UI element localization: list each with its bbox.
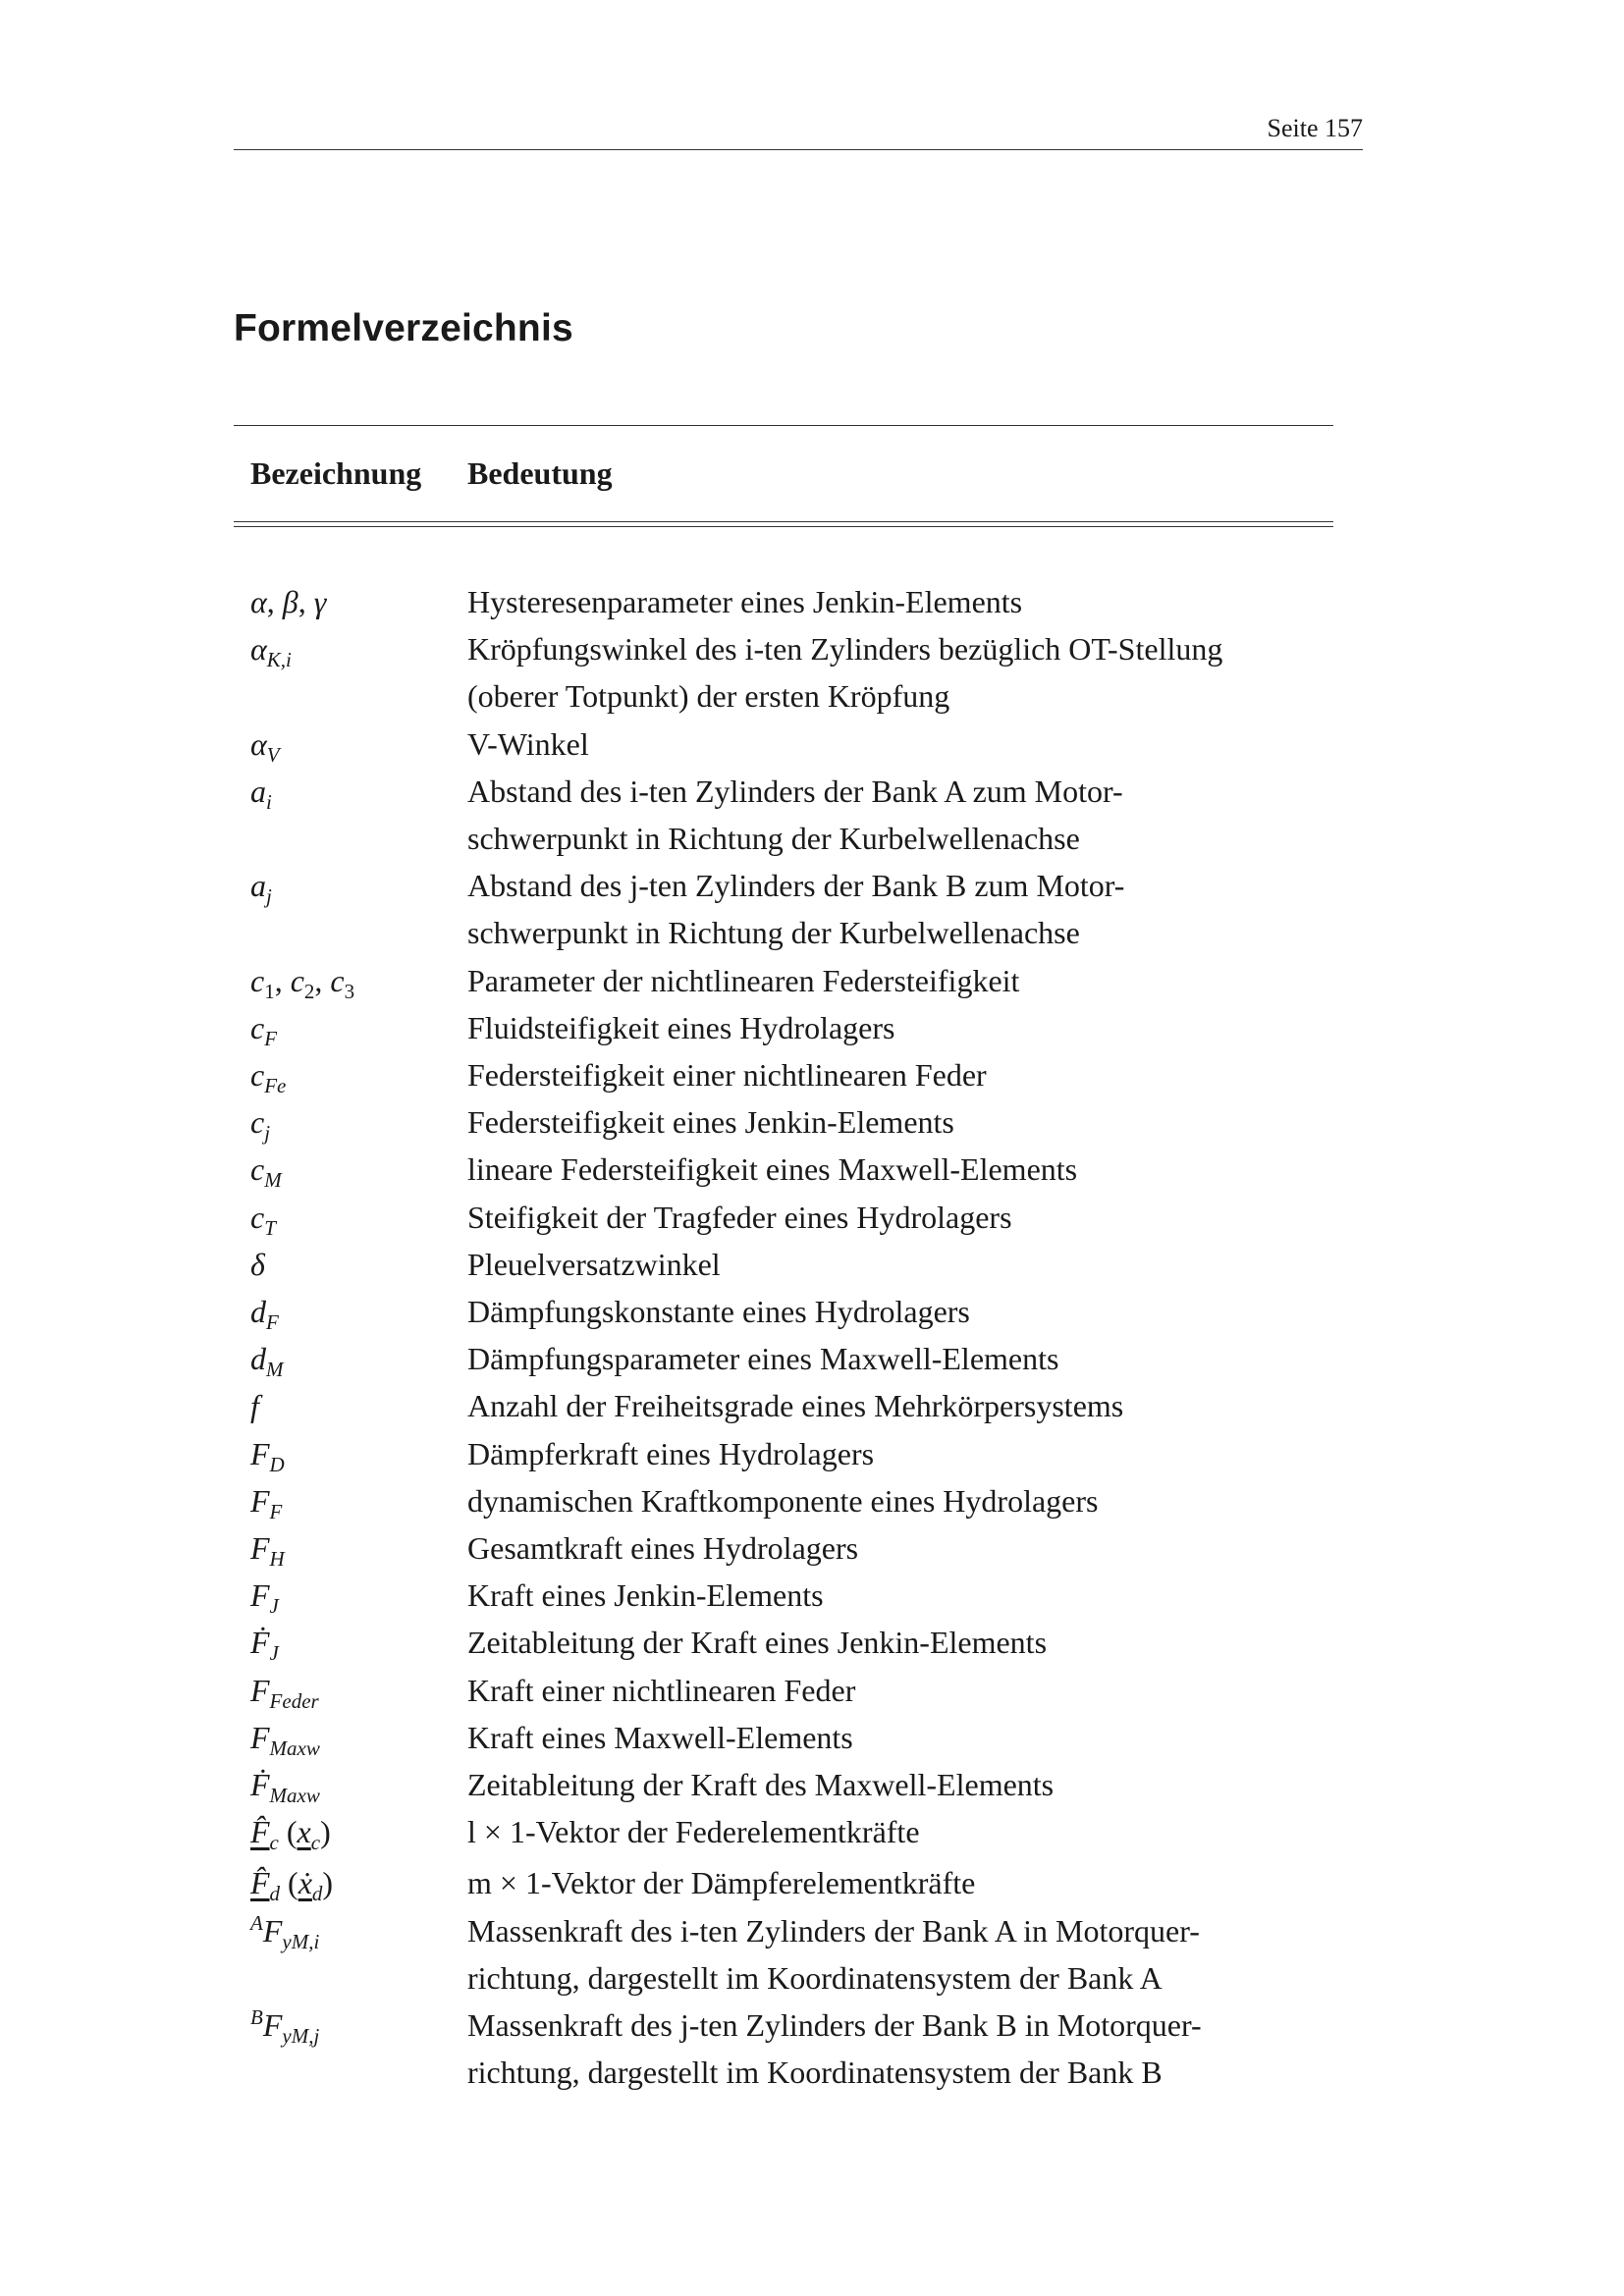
symbol: $F̂_d$ (ẋ$_d$) <box>250 1865 334 1906</box>
symbol-table-header <box>234 425 1333 527</box>
meaning: Gesamtkraft eines Hydrolagers <box>467 1530 859 1567</box>
symbol: $c_T$ <box>250 1199 276 1240</box>
symbol-table-body <box>234 578 1333 2097</box>
meaning: Dämpfungsparameter eines Maxwell-Elements <box>467 1341 1059 1377</box>
table-row <box>234 721 1333 768</box>
table-row <box>234 1667 1333 1714</box>
meaning: dynamischen Kraftkomponente eines Hydrolagers <box>467 1482 1099 1519</box>
table-row <box>234 1524 1333 1572</box>
table-row <box>234 1146 1333 1193</box>
table-row <box>234 1859 1333 1906</box>
header-double-rule <box>234 521 1333 527</box>
meaning: Steifigkeit der Tragfeder eines Hydrolagers <box>467 1199 1012 1235</box>
meaning: Anzahl der Freiheitsgrade eines Mehrkörpersystems <box>467 1388 1124 1424</box>
table-row <box>234 1241 1333 1288</box>
meaning: Kraft eines Maxwell-Elements <box>467 1719 853 1755</box>
table-row <box>234 1761 1333 1808</box>
meaning: Hysteresenparameter eines Jenkin-Elements <box>467 584 1023 619</box>
table-row <box>234 768 1333 862</box>
symbol: $c_1$, $c_2$, $c_3$ <box>250 962 355 1003</box>
table-row <box>234 1335 1333 1382</box>
meaning: Pleuelversatzwinkel <box>467 1246 721 1282</box>
meaning: Kröpfungswinkel des i-ten Zylinders bezüglich OT-Stellung (oberer Totpunkt) der ersten Kröpfung <box>467 631 1223 715</box>
meaning: Massenkraft des i-ten Zylinders der Bank A in Motorquer- richtung, dargestellt im Koordinatensystem der Bank A <box>467 1912 1200 1996</box>
symbol: $^AF_{yM,i}$ <box>250 1910 320 1953</box>
symbol: $a_i$ <box>250 773 272 814</box>
symbol: $F_{Feder}$ <box>250 1672 319 1713</box>
meaning: Massenkraft des j-ten Zylinders der Bank B in Motorquer- richtung, dargestellt im Koordinatensystem der Bank B <box>467 2007 1202 2091</box>
meaning: lineare Federsteifigkeit eines Maxwell-Elements <box>467 1151 1078 1188</box>
symbol: $^BF_{yM,j}$ <box>250 2005 320 2049</box>
symbol: $\alpha_{K,i}$ <box>250 631 292 672</box>
symbol: $F_F$ <box>250 1482 283 1523</box>
page-title: Formelverzeichnis <box>234 307 573 349</box>
table-row <box>234 1288 1333 1335</box>
column-header-meaning: Bedeutung <box>467 455 613 491</box>
symbol: $c_j$ <box>250 1104 271 1146</box>
meaning: Parameter der nichtlinearen Federsteifigkeit <box>467 962 1020 998</box>
symbol: $F_H$ <box>250 1530 285 1572</box>
meaning: V-Winkel <box>467 725 589 762</box>
meaning: l × 1-Vektor der Federelementkräfte <box>467 1814 920 1850</box>
symbol: $c_{Fe}$ <box>250 1057 287 1098</box>
symbol: $F̂_c$ $(x_c)$ <box>250 1814 331 1855</box>
table-row <box>234 1430 1333 1477</box>
table-row <box>234 1051 1333 1098</box>
symbol: f <box>250 1388 259 1424</box>
table-row <box>234 1098 1333 1146</box>
table-row <box>234 1619 1333 1666</box>
meaning: m × 1-Vektor der Dämpferelementkräfte <box>467 1865 976 1901</box>
symbol: α, β, γ <box>250 584 327 619</box>
table-row <box>234 1572 1333 1619</box>
meaning: Fluidsteifigkeit eines Hydrolagers <box>467 1009 895 1045</box>
meaning: Dämpfungskonstante eines Hydrolagers <box>467 1294 970 1330</box>
meaning: Kraft eines Jenkin-Elements <box>467 1577 824 1614</box>
table-row <box>234 1714 1333 1761</box>
symbol: $F_D$ <box>250 1435 285 1476</box>
table-row <box>234 1194 1333 1241</box>
symbol: $a_j$ <box>250 868 272 909</box>
meaning: Federsteifigkeit eines Jenkin-Elements <box>467 1104 954 1141</box>
symbol: Ḟ$_J$ <box>250 1625 279 1666</box>
meaning: Abstand des j-ten Zylinders der Bank B zum Motor- schwerpunkt in Richtung der Kurbelwellenachse <box>467 868 1125 951</box>
meaning: Federsteifigkeit einer nichtlinearen Feder <box>467 1057 987 1094</box>
table-row <box>234 1907 1333 2002</box>
symbol: $F_J$ <box>250 1577 279 1619</box>
meaning: Abstand des i-ten Zylinders der Bank A zum Motor- schwerpunkt in Richtung der Kurbelwellenachse <box>467 773 1123 857</box>
table-row <box>234 957 1333 1004</box>
table-row <box>234 578 1333 625</box>
table-row <box>234 1382 1333 1429</box>
symbol: $c_F$ <box>250 1009 278 1050</box>
symbol: Ḟ$_{Maxw}$ <box>250 1767 320 1808</box>
table-row <box>234 1477 1333 1524</box>
symbol: δ <box>250 1246 265 1282</box>
symbol: $d_F$ <box>250 1294 279 1335</box>
meaning: Kraft einer nichtlinearen Feder <box>467 1672 856 1708</box>
table-row <box>234 625 1333 720</box>
meaning: Zeitableitung der Kraft eines Jenkin-Elements <box>467 1625 1048 1661</box>
page-header <box>234 110 1363 150</box>
symbol: $c_M$ <box>250 1151 282 1193</box>
table-row <box>234 2002 1333 2096</box>
symbol: $\alpha_V$ <box>250 725 280 767</box>
table-row <box>234 1004 1333 1051</box>
column-header-symbol: Bezeichnung <box>250 455 422 491</box>
meaning: Dämpferkraft eines Hydrolagers <box>467 1435 875 1471</box>
symbol: $F_{Maxw}$ <box>250 1719 320 1760</box>
meaning: Zeitableitung der Kraft des Maxwell-Elements <box>467 1767 1055 1803</box>
table-row <box>234 862 1333 956</box>
page-number: Seite 157 <box>1267 114 1363 142</box>
table-row <box>234 1808 1333 1855</box>
symbol: $d_M$ <box>250 1341 284 1382</box>
